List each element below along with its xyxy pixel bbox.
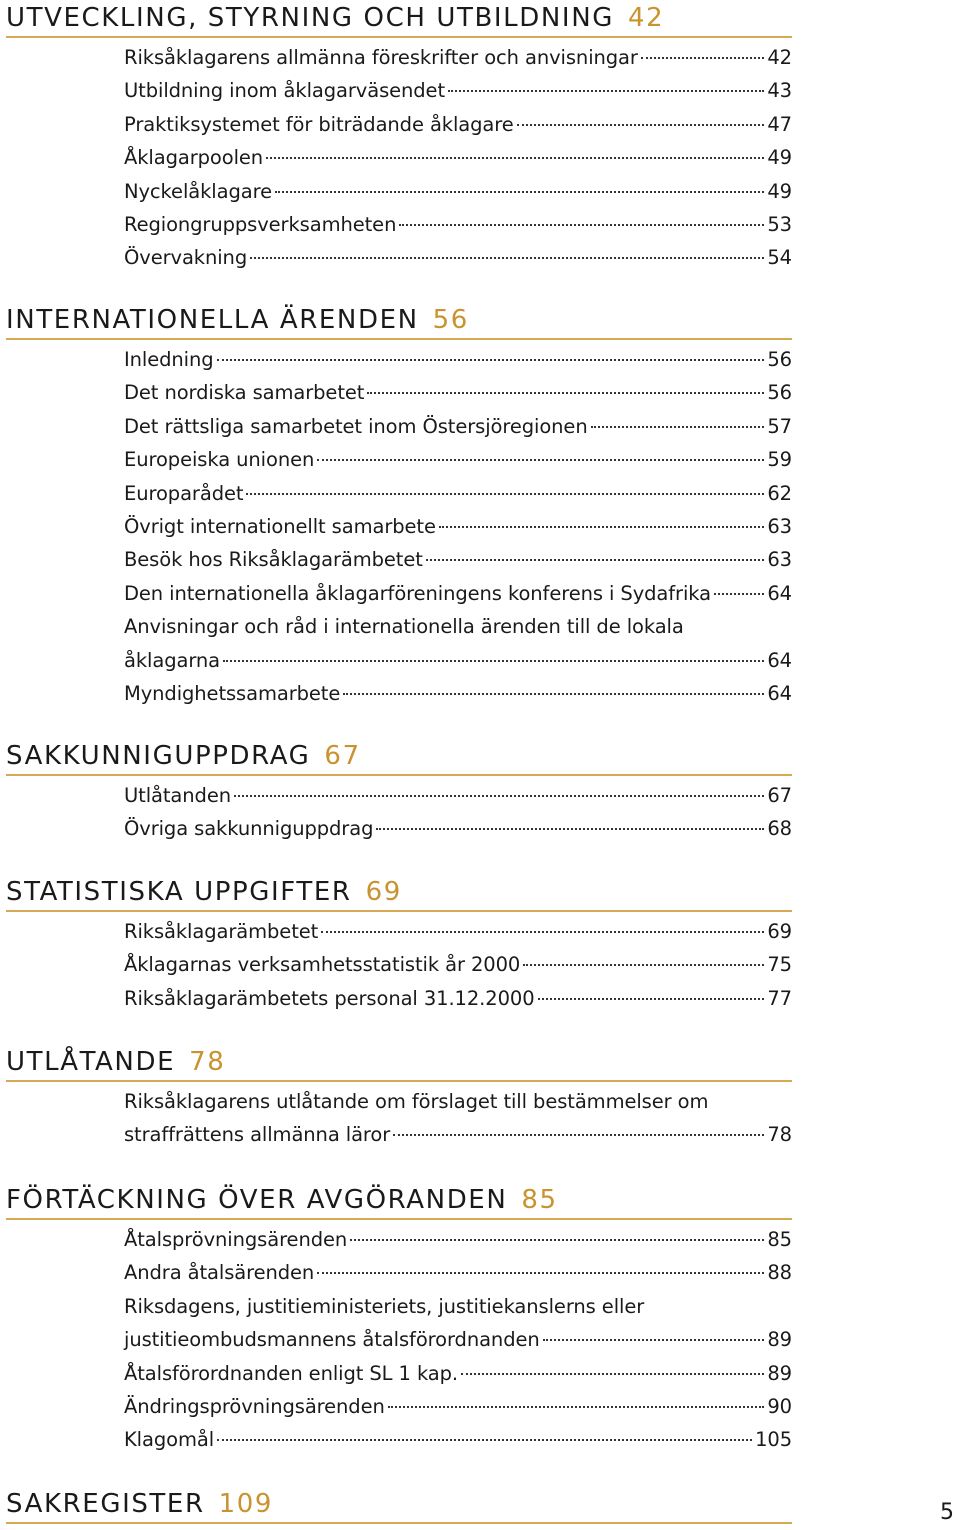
section-heading[interactable]: [6, 1046, 792, 1078]
dot-leader: [517, 124, 765, 126]
entry-row: [124, 812, 792, 845]
section-heading[interactable]: [6, 1184, 792, 1216]
entry-row: [124, 915, 792, 948]
entry-row: [124, 1118, 792, 1151]
entry-row: [124, 1423, 792, 1456]
section-page-number: 42: [628, 3, 665, 33]
entry-title: Det rättsliga samarbetet inom Östersjöregionen: [124, 414, 588, 438]
entry-list: [6, 343, 792, 710]
entry-page-number: 68: [767, 817, 792, 841]
dot-leader: [376, 828, 764, 830]
entry-list: [6, 41, 792, 275]
entry-page-number: 42: [767, 46, 792, 69]
toc-entry[interactable]: [124, 510, 792, 543]
entry-title: Övriga sakkunniguppdrag: [124, 817, 374, 841]
section-divider: [6, 338, 792, 340]
entry-title: straffrättens allmänna läror: [124, 1123, 391, 1147]
page-number: 5: [940, 1500, 954, 1525]
entry-row: [124, 241, 792, 274]
toc-entry[interactable]: [124, 1290, 792, 1357]
entry-title: Myndighetssamarbete: [124, 682, 341, 706]
entry-page-number: 56: [767, 381, 792, 405]
entry-title: Besök hos Riksåklagarämbetet: [124, 548, 423, 572]
toc-entry[interactable]: [124, 141, 792, 174]
entry-title: Åtalsförordnanden enligt SL 1 kap.: [124, 1361, 459, 1385]
toc-entry[interactable]: [124, 477, 792, 510]
section-title: UTLÅTANDE: [6, 1047, 176, 1077]
entry-title-line: Riksdagens, justitieministeriets, justitiekanslerns eller: [124, 1294, 645, 1318]
section-divider: [6, 1218, 792, 1220]
entry-title: åklagarna: [124, 648, 221, 672]
dot-leader: [448, 90, 764, 92]
entry-title: Klagomål: [124, 1428, 215, 1452]
entry-page-number: 88: [767, 1261, 792, 1285]
entry-title: Inledning: [124, 348, 214, 371]
toc-entry[interactable]: [124, 915, 792, 948]
section-page-number: 67: [324, 741, 361, 771]
entry-row: [124, 376, 792, 409]
section-heading[interactable]: [6, 1488, 792, 1520]
dot-leader: [266, 157, 764, 159]
entry-row: [124, 1323, 792, 1356]
dot-leader: [399, 224, 764, 226]
entry-row: [124, 74, 792, 107]
dot-leader: [217, 359, 765, 361]
entry-row: [124, 948, 792, 981]
entry-title: justitieombudsmannens åtalsförordnanden: [124, 1328, 540, 1352]
entry-title: Europeiska unionen: [124, 448, 315, 472]
entry-page-number: 64: [767, 682, 792, 706]
section-page-number: 109: [218, 1489, 274, 1519]
entry-title: Europarådet: [124, 481, 244, 505]
section-divider: [6, 1522, 792, 1524]
entry-title: Övervakning: [124, 246, 248, 270]
section-heading[interactable]: [6, 304, 792, 336]
entry-row: [124, 443, 792, 476]
toc-entry[interactable]: [124, 677, 792, 710]
dot-leader: [250, 257, 764, 259]
entry-row: [124, 175, 792, 208]
section-title: SAKKUNNIGUPPDRAG: [6, 741, 311, 771]
toc-section: [6, 740, 792, 846]
entry-title: Riksåklagarämbetet: [124, 920, 319, 943]
toc-entry[interactable]: [124, 343, 792, 376]
entry-row: [124, 982, 792, 1015]
toc-entry[interactable]: [124, 241, 792, 274]
entry-title: Riksåklagarens allmänna föreskrifter och anvisningar: [124, 46, 638, 69]
section-heading[interactable]: [6, 2, 792, 34]
entry-row: [124, 1357, 792, 1390]
dot-leader: [234, 795, 764, 797]
toc-section: [6, 1184, 792, 1457]
entry-page-number: 85: [767, 1228, 792, 1251]
toc-entry[interactable]: [124, 1423, 792, 1456]
entry-row: [124, 477, 792, 510]
entry-page-number: 59: [767, 448, 792, 472]
entry-page-number: 105: [755, 1428, 792, 1452]
section-divider: [6, 1080, 792, 1082]
dot-leader: [538, 998, 765, 1000]
entry-title: Åklagarnas verksamhetsstatistik år 2000: [124, 953, 521, 977]
toc-section: [6, 876, 792, 1015]
toc-section: [6, 1046, 792, 1152]
dot-leader: [317, 1272, 764, 1274]
entry-page-number: 54: [767, 246, 792, 270]
dot-leader: [223, 660, 764, 662]
toc-entry[interactable]: [124, 1357, 792, 1390]
toc-entry[interactable]: [124, 577, 792, 610]
entry-title: Den internationella åklagarföreningens konferens i Sydafrika: [124, 581, 711, 605]
entry-page-number: 64: [767, 648, 792, 672]
dot-leader: [321, 931, 764, 933]
section-title: SAKREGISTER: [6, 1489, 205, 1519]
entry-page-number: 62: [767, 481, 792, 505]
toc-entry[interactable]: [124, 1256, 792, 1289]
toc-entry[interactable]: [124, 812, 792, 845]
entry-page-number: 77: [767, 986, 792, 1010]
toc-section: [6, 1488, 792, 1524]
dot-leader: [388, 1406, 765, 1408]
dot-leader: [591, 426, 765, 428]
section-title: INTERNATIONELLA ÄRENDEN: [6, 305, 419, 335]
toc-entry[interactable]: [124, 41, 792, 74]
toc-entry[interactable]: [124, 982, 792, 1015]
section-page-number: 69: [365, 877, 402, 907]
entry-page-number: 64: [767, 581, 792, 605]
dot-leader: [426, 559, 765, 561]
toc-entry[interactable]: [124, 208, 792, 241]
entry-row: [124, 577, 792, 610]
entry-page-number: 49: [767, 146, 792, 170]
section-title: STATISTISKA UPPGIFTER: [6, 877, 352, 907]
toc-entry[interactable]: [124, 376, 792, 409]
entry-row: [124, 543, 792, 576]
dot-leader: [367, 392, 764, 394]
entry-title-line: Riksåklagarens utlåtande om förslaget till bestämmelser om: [124, 1090, 709, 1113]
entry-page-number: 69: [767, 920, 792, 943]
entry-page-number: 89: [767, 1328, 792, 1352]
dot-leader: [317, 459, 764, 461]
toc-entry[interactable]: [124, 1085, 792, 1152]
dot-leader: [246, 493, 764, 495]
entry-row: [124, 1390, 792, 1423]
entry-page-number: 49: [767, 179, 792, 203]
toc-entry[interactable]: [124, 948, 792, 981]
entry-title: Riksåklagarämbetets personal 31.12.2000: [124, 986, 535, 1010]
toc-entry[interactable]: [124, 175, 792, 208]
entry-row: [124, 343, 792, 376]
entry-page-number: 63: [767, 548, 792, 572]
entry-list: [6, 1223, 792, 1457]
section-divider: [6, 774, 792, 776]
section-page-number: 85: [521, 1185, 558, 1215]
dot-leader: [543, 1339, 765, 1341]
entry-title: Regiongruppsverksamheten: [124, 213, 397, 237]
dot-leader: [461, 1373, 764, 1375]
dot-leader: [641, 57, 765, 59]
entry-page-number: 43: [767, 79, 792, 103]
entry-row: [124, 510, 792, 543]
entry-row: [124, 41, 792, 74]
entry-title-line: Anvisningar och råd i internationella ärenden till de lokala: [124, 615, 684, 639]
dot-leader: [275, 191, 764, 193]
toc-entry[interactable]: [124, 610, 792, 677]
entry-title: Åklagarpoolen: [124, 146, 264, 170]
entry-title: Praktiksystemet för biträdande åklagare: [124, 112, 514, 136]
entry-page-number: 56: [767, 348, 792, 371]
entry-title: Utlåtanden: [124, 784, 231, 807]
entry-page-number: 53: [767, 213, 792, 237]
entry-title: Utbildning inom åklagarväsendet: [124, 79, 446, 103]
entry-list: [6, 779, 792, 846]
entry-title: Det nordiska samarbetet: [124, 381, 365, 405]
section-page-number: 56: [432, 305, 469, 335]
entry-list: [6, 915, 792, 1015]
dot-leader: [439, 526, 765, 528]
entry-title: Övrigt internationellt samarbete: [124, 515, 436, 539]
dot-leader: [393, 1134, 764, 1136]
toc-section: [6, 2, 792, 275]
entry-page-number: 78: [767, 1123, 792, 1147]
entry-row: [124, 208, 792, 241]
dot-leader: [217, 1439, 752, 1441]
section-divider: [6, 910, 792, 912]
entry-row: [124, 1256, 792, 1289]
dot-leader: [523, 964, 764, 966]
entry-page-number: 89: [767, 1361, 792, 1385]
toc-entry[interactable]: [124, 108, 792, 141]
toc-entry[interactable]: [124, 443, 792, 476]
entry-page-number: 90: [767, 1395, 792, 1419]
entry-page-number: 47: [767, 112, 792, 136]
entry-page-number: 67: [767, 784, 792, 807]
dot-leader: [343, 693, 764, 695]
section-title: UTVECKLING, STYRNING OCH UTBILDNING: [6, 3, 614, 33]
entry-row: [124, 779, 792, 812]
section-title: FÖRTÄCKNING ÖVER AVGÖRANDEN: [6, 1185, 508, 1215]
dot-leader: [350, 1239, 764, 1241]
toc-entry[interactable]: [124, 779, 792, 812]
entry-page-number: 75: [767, 953, 792, 977]
toc-section: [6, 304, 792, 710]
entry-list: [6, 1085, 792, 1152]
entry-title: Åtalsprövningsärenden: [124, 1228, 348, 1251]
entry-row: [124, 410, 792, 443]
dot-leader: [714, 593, 764, 595]
entry-row: [124, 644, 792, 677]
section-heading[interactable]: [6, 740, 792, 772]
entry-title: Nyckelåklagare: [124, 179, 272, 203]
entry-row: [124, 141, 792, 174]
toc-entry[interactable]: [124, 543, 792, 576]
section-page-number: 78: [189, 1047, 226, 1077]
entry-page-number: 63: [767, 515, 792, 539]
toc-entry[interactable]: [124, 1223, 792, 1256]
toc-entry[interactable]: [124, 74, 792, 107]
section-divider: [6, 36, 792, 38]
entry-row: [124, 1223, 792, 1256]
entry-row: [124, 677, 792, 710]
entry-title: Ändringsprövningsärenden: [124, 1395, 385, 1419]
entry-page-number: 57: [767, 414, 792, 438]
entry-title: Andra åtalsärenden: [124, 1261, 315, 1285]
toc-entry[interactable]: [124, 410, 792, 443]
section-heading[interactable]: [6, 876, 792, 908]
toc-entry[interactable]: [124, 1390, 792, 1423]
entry-row: [124, 108, 792, 141]
